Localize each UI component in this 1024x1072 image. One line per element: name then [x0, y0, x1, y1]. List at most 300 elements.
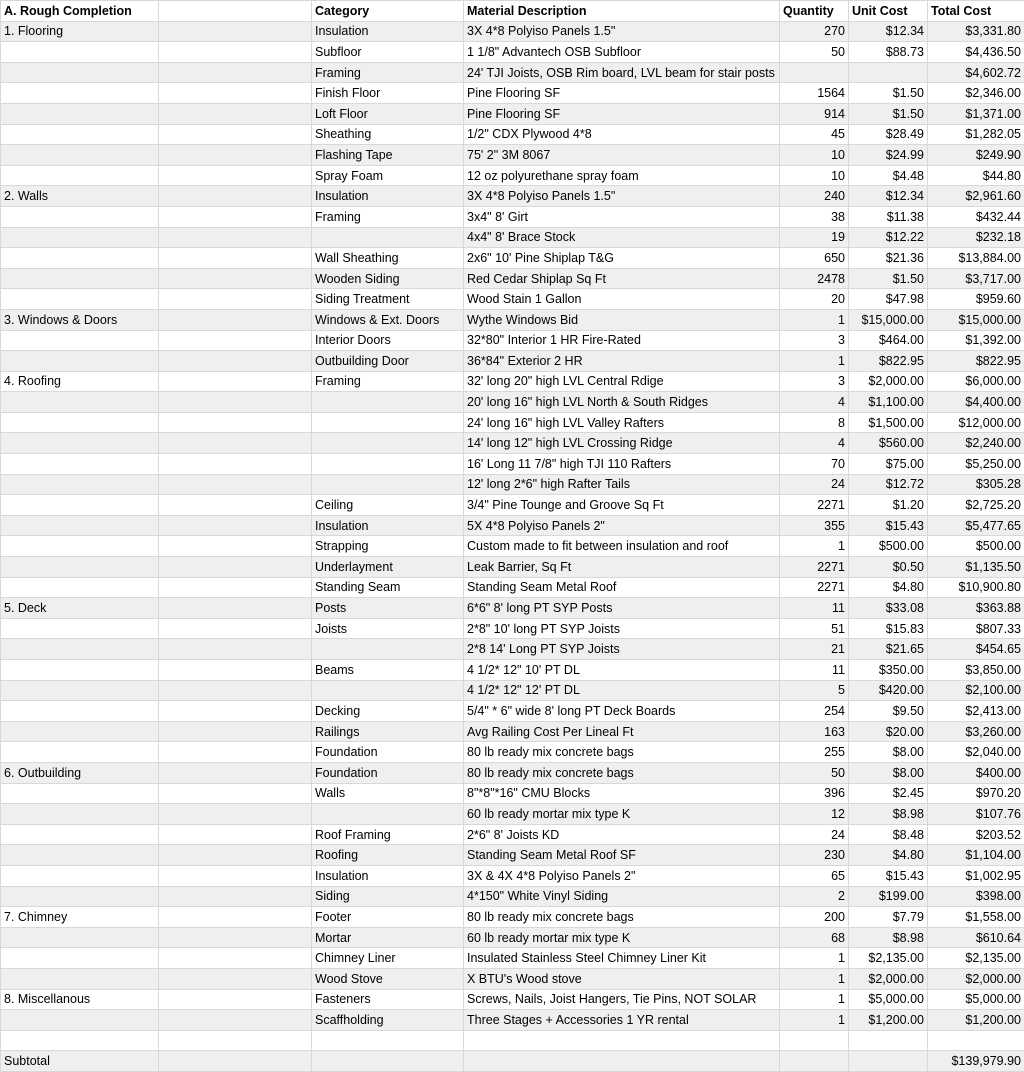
cell-spacer[interactable]	[159, 721, 312, 742]
cell-description[interactable]	[464, 1051, 780, 1072]
cell-description[interactable]: 2*6" 8' Joists KD	[464, 824, 780, 845]
cell-category[interactable]: Framing	[312, 62, 464, 83]
cell-spacer[interactable]	[159, 536, 312, 557]
cell-unit-cost[interactable]: $1,200.00	[849, 1010, 928, 1031]
cell-unit-cost[interactable]: $1,100.00	[849, 392, 928, 413]
cell-description[interactable]: 32' long 20" high LVL Central Rdige	[464, 371, 780, 392]
cell-spacer[interactable]	[159, 21, 312, 42]
cell-description[interactable]: 4*150" White Vinyl Siding	[464, 886, 780, 907]
cell-unit-cost[interactable]: $88.73	[849, 42, 928, 63]
cell-total-cost[interactable]: $970.20	[928, 783, 1024, 804]
cell-quantity[interactable]: 2271	[780, 557, 849, 578]
cell-description[interactable]: 75' 2" 3M 8067	[464, 145, 780, 166]
cell-unit-cost[interactable]: $21.65	[849, 639, 928, 660]
cell-spacer[interactable]	[159, 371, 312, 392]
cell-description[interactable]: 60 lb ready mortar mix type K	[464, 927, 780, 948]
cell-unit-cost[interactable]: $420.00	[849, 680, 928, 701]
cell-category[interactable]: Wall Sheathing	[312, 248, 464, 269]
cell-unit-cost[interactable]: $15.43	[849, 865, 928, 886]
cell-section[interactable]	[1, 495, 159, 516]
cell-section[interactable]	[1, 721, 159, 742]
cell-unit-cost[interactable]: $7.79	[849, 907, 928, 928]
cell-section[interactable]	[1, 577, 159, 598]
cell-quantity[interactable]	[780, 1051, 849, 1072]
cell-total-cost[interactable]: $5,000.00	[928, 989, 1024, 1010]
cell-category[interactable]	[312, 454, 464, 475]
cell-total-cost[interactable]: $2,725.20	[928, 495, 1024, 516]
header-cell-unit-cost[interactable]: Unit Cost	[849, 1, 928, 22]
cell-category[interactable]	[312, 639, 464, 660]
cell-total-cost[interactable]: $432.44	[928, 206, 1024, 227]
cell-section[interactable]	[1, 124, 159, 145]
cell-spacer[interactable]	[159, 804, 312, 825]
cell-total-cost[interactable]: $4,602.72	[928, 62, 1024, 83]
cell-spacer[interactable]	[159, 865, 312, 886]
cell-section[interactable]	[1, 865, 159, 886]
cell-total-cost[interactable]: $139,979.90	[928, 1051, 1024, 1072]
cell-quantity[interactable]: 68	[780, 927, 849, 948]
cell-spacer[interactable]	[159, 206, 312, 227]
header-cell-quantity[interactable]: Quantity	[780, 1, 849, 22]
cell-section[interactable]	[1, 454, 159, 475]
cell-category[interactable]: Scaffholding	[312, 1010, 464, 1031]
cell-quantity[interactable]: 24	[780, 824, 849, 845]
cell-quantity[interactable]: 2271	[780, 577, 849, 598]
cell-category[interactable]	[312, 1030, 464, 1051]
cell-total-cost[interactable]: $249.90	[928, 145, 1024, 166]
cell-section[interactable]	[1, 783, 159, 804]
cell-description[interactable]: 1/2" CDX Plywood 4*8	[464, 124, 780, 145]
cell-spacer[interactable]	[159, 268, 312, 289]
cell-spacer[interactable]	[159, 103, 312, 124]
cell-unit-cost[interactable]: $1.50	[849, 268, 928, 289]
cell-quantity[interactable]	[780, 62, 849, 83]
cell-total-cost[interactable]: $2,240.00	[928, 433, 1024, 454]
cell-total-cost[interactable]: $1,282.05	[928, 124, 1024, 145]
cell-quantity[interactable]: 4	[780, 392, 849, 413]
cell-description[interactable]: 32*80" Interior 1 HR Fire-Rated	[464, 330, 780, 351]
cell-quantity[interactable]: 396	[780, 783, 849, 804]
cell-unit-cost[interactable]: $47.98	[849, 289, 928, 310]
cell-total-cost[interactable]: $44.80	[928, 165, 1024, 186]
cell-unit-cost[interactable]: $822.95	[849, 351, 928, 372]
cell-quantity[interactable]: 50	[780, 42, 849, 63]
cell-unit-cost[interactable]: $12.72	[849, 474, 928, 495]
cell-category[interactable]	[312, 1051, 464, 1072]
cell-description[interactable]: 8"*8"*16" CMU Blocks	[464, 783, 780, 804]
cell-description[interactable]: 2x6" 10' Pine Shiplap T&G	[464, 248, 780, 269]
cell-unit-cost[interactable]: $5,000.00	[849, 989, 928, 1010]
cell-total-cost[interactable]: $1,200.00	[928, 1010, 1024, 1031]
cell-unit-cost[interactable]: $11.38	[849, 206, 928, 227]
cell-total-cost[interactable]: $610.64	[928, 927, 1024, 948]
cell-spacer[interactable]	[159, 515, 312, 536]
cell-total-cost[interactable]: $500.00	[928, 536, 1024, 557]
cell-total-cost[interactable]: $400.00	[928, 762, 1024, 783]
cell-spacer[interactable]	[159, 330, 312, 351]
cell-category[interactable]: Sheathing	[312, 124, 464, 145]
cell-description[interactable]	[464, 1030, 780, 1051]
cell-category[interactable]: Foundation	[312, 762, 464, 783]
cell-section[interactable]	[1, 1010, 159, 1031]
cell-description[interactable]: 1 1/8" Advantech OSB Subfloor	[464, 42, 780, 63]
cell-total-cost[interactable]: $398.00	[928, 886, 1024, 907]
cell-quantity[interactable]: 1	[780, 536, 849, 557]
cell-category[interactable]: Roofing	[312, 845, 464, 866]
header-cell-description[interactable]: Material Description	[464, 1, 780, 22]
cell-description[interactable]: 2*8" 10' long PT SYP Joists	[464, 618, 780, 639]
cell-quantity[interactable]: 12	[780, 804, 849, 825]
cell-section[interactable]	[1, 206, 159, 227]
cell-section[interactable]: 5. Deck	[1, 598, 159, 619]
cell-description[interactable]: 4 1/2* 12" 10' PT DL	[464, 660, 780, 681]
cell-description[interactable]: Avg Railing Cost Per Lineal Ft	[464, 721, 780, 742]
cell-total-cost[interactable]: $2,961.60	[928, 186, 1024, 207]
cell-unit-cost[interactable]: $4.80	[849, 845, 928, 866]
cell-description[interactable]: 3X 4*8 Polyiso Panels 1.5"	[464, 21, 780, 42]
cell-category[interactable]: Chimney Liner	[312, 948, 464, 969]
cell-total-cost[interactable]: $305.28	[928, 474, 1024, 495]
cell-category[interactable]: Railings	[312, 721, 464, 742]
cell-quantity[interactable]: 3	[780, 371, 849, 392]
cell-unit-cost[interactable]	[849, 1030, 928, 1051]
cell-quantity[interactable]: 65	[780, 865, 849, 886]
cell-quantity[interactable]: 19	[780, 227, 849, 248]
cell-section[interactable]	[1, 103, 159, 124]
cell-total-cost[interactable]: $2,346.00	[928, 83, 1024, 104]
cell-spacer[interactable]	[159, 680, 312, 701]
cell-description[interactable]: 80 lb ready mix concrete bags	[464, 742, 780, 763]
cell-quantity[interactable]: 200	[780, 907, 849, 928]
cell-description[interactable]: 60 lb ready mortar mix type K	[464, 804, 780, 825]
cell-quantity[interactable]: 914	[780, 103, 849, 124]
cell-total-cost[interactable]: $3,717.00	[928, 268, 1024, 289]
cell-category[interactable]: Joists	[312, 618, 464, 639]
cell-description[interactable]: 12 oz polyurethane spray foam	[464, 165, 780, 186]
cell-quantity[interactable]: 240	[780, 186, 849, 207]
cell-description[interactable]: Wood Stain 1 Gallon	[464, 289, 780, 310]
cell-section[interactable]	[1, 392, 159, 413]
cell-quantity[interactable]: 10	[780, 145, 849, 166]
cell-section[interactable]	[1, 536, 159, 557]
cell-spacer[interactable]	[159, 248, 312, 269]
cell-total-cost[interactable]: $3,331.80	[928, 21, 1024, 42]
cell-unit-cost[interactable]: $350.00	[849, 660, 928, 681]
cell-section[interactable]	[1, 433, 159, 454]
cell-total-cost[interactable]: $1,558.00	[928, 907, 1024, 928]
cell-quantity[interactable]: 70	[780, 454, 849, 475]
cell-section[interactable]	[1, 248, 159, 269]
cell-section[interactable]: Subtotal	[1, 1051, 159, 1072]
cell-category[interactable]: Subfloor	[312, 42, 464, 63]
cell-category[interactable]: Footer	[312, 907, 464, 928]
cell-description[interactable]: 5/4" * 6" wide 8' long PT Deck Boards	[464, 701, 780, 722]
cell-description[interactable]: Three Stages + Accessories 1 YR rental	[464, 1010, 780, 1031]
cell-category[interactable]: Siding	[312, 886, 464, 907]
cell-unit-cost[interactable]: $12.34	[849, 21, 928, 42]
cell-description[interactable]: 6*6" 8' long PT SYP Posts	[464, 598, 780, 619]
cell-spacer[interactable]	[159, 42, 312, 63]
cell-total-cost[interactable]: $1,392.00	[928, 330, 1024, 351]
cell-section[interactable]	[1, 886, 159, 907]
cell-total-cost[interactable]: $2,040.00	[928, 742, 1024, 763]
cell-category[interactable]	[312, 680, 464, 701]
cell-total-cost[interactable]: $4,400.00	[928, 392, 1024, 413]
cell-spacer[interactable]	[159, 412, 312, 433]
cell-total-cost[interactable]: $822.95	[928, 351, 1024, 372]
cell-category[interactable]: Roof Framing	[312, 824, 464, 845]
cell-quantity[interactable]: 2478	[780, 268, 849, 289]
cell-spacer[interactable]	[159, 495, 312, 516]
cell-unit-cost[interactable]: $2,000.00	[849, 371, 928, 392]
cell-total-cost[interactable]: $1,371.00	[928, 103, 1024, 124]
cell-spacer[interactable]	[159, 577, 312, 598]
cell-quantity[interactable]: 5	[780, 680, 849, 701]
cell-description[interactable]: 12' long 2*6" high Rafter Tails	[464, 474, 780, 495]
cell-section[interactable]	[1, 639, 159, 660]
cell-quantity[interactable]: 2	[780, 886, 849, 907]
cell-category[interactable]: Finish Floor	[312, 83, 464, 104]
cell-spacer[interactable]	[159, 474, 312, 495]
cell-quantity[interactable]: 230	[780, 845, 849, 866]
cell-category[interactable]: Spray Foam	[312, 165, 464, 186]
cell-quantity[interactable]: 51	[780, 618, 849, 639]
cell-category[interactable]	[312, 227, 464, 248]
cell-unit-cost[interactable]: $8.98	[849, 804, 928, 825]
cell-section[interactable]	[1, 351, 159, 372]
cell-spacer[interactable]	[159, 927, 312, 948]
cell-total-cost[interactable]: $203.52	[928, 824, 1024, 845]
cell-description[interactable]: 4 1/2* 12" 12' PT DL	[464, 680, 780, 701]
cell-total-cost[interactable]: $107.76	[928, 804, 1024, 825]
cell-section[interactable]: 3. Windows & Doors	[1, 309, 159, 330]
cell-category[interactable]: Wooden Siding	[312, 268, 464, 289]
cell-quantity[interactable]	[780, 1030, 849, 1051]
cell-quantity[interactable]: 270	[780, 21, 849, 42]
cell-unit-cost[interactable]: $500.00	[849, 536, 928, 557]
cell-quantity[interactable]: 255	[780, 742, 849, 763]
header-cell-total-cost[interactable]: Total Cost	[928, 1, 1024, 22]
cell-total-cost[interactable]: $2,135.00	[928, 948, 1024, 969]
cell-quantity[interactable]: 1564	[780, 83, 849, 104]
cell-quantity[interactable]: 21	[780, 639, 849, 660]
cell-category[interactable]: Windows & Ext. Doors	[312, 309, 464, 330]
cell-quantity[interactable]: 650	[780, 248, 849, 269]
cell-category[interactable]: Ceiling	[312, 495, 464, 516]
cell-quantity[interactable]: 1	[780, 948, 849, 969]
cell-quantity[interactable]: 1	[780, 1010, 849, 1031]
cell-section[interactable]: 2. Walls	[1, 186, 159, 207]
cell-quantity[interactable]: 1	[780, 989, 849, 1010]
cell-spacer[interactable]	[159, 557, 312, 578]
cell-unit-cost[interactable]: $199.00	[849, 886, 928, 907]
cell-spacer[interactable]	[159, 227, 312, 248]
cell-unit-cost[interactable]: $1.50	[849, 103, 928, 124]
cell-total-cost[interactable]: $3,260.00	[928, 721, 1024, 742]
cell-total-cost[interactable]: $13,884.00	[928, 248, 1024, 269]
cell-description[interactable]: 24' TJI Joists, OSB Rim board, LVL beam for stair posts	[464, 62, 780, 83]
header-cell-spacer[interactable]	[159, 1, 312, 22]
cell-section[interactable]: 6. Outbuilding	[1, 762, 159, 783]
cell-section[interactable]	[1, 165, 159, 186]
cell-quantity[interactable]: 1	[780, 968, 849, 989]
cell-total-cost[interactable]: $6,000.00	[928, 371, 1024, 392]
cell-quantity[interactable]: 45	[780, 124, 849, 145]
cell-unit-cost[interactable]: $24.99	[849, 145, 928, 166]
cell-section[interactable]	[1, 42, 159, 63]
cell-description[interactable]: Pine Flooring SF	[464, 103, 780, 124]
cell-category[interactable]: Fasteners	[312, 989, 464, 1010]
cell-description[interactable]: Pine Flooring SF	[464, 83, 780, 104]
cell-section[interactable]	[1, 515, 159, 536]
cell-spacer[interactable]	[159, 948, 312, 969]
cell-spacer[interactable]	[159, 1051, 312, 1072]
cell-category[interactable]: Insulation	[312, 186, 464, 207]
cell-description[interactable]: Standing Seam Metal Roof SF	[464, 845, 780, 866]
cell-total-cost[interactable]: $10,900.80	[928, 577, 1024, 598]
cell-unit-cost[interactable]: $21.36	[849, 248, 928, 269]
cell-spacer[interactable]	[159, 618, 312, 639]
cell-section[interactable]	[1, 927, 159, 948]
cell-spacer[interactable]	[159, 289, 312, 310]
cell-category[interactable]	[312, 474, 464, 495]
cell-category[interactable]	[312, 412, 464, 433]
cell-category[interactable]: Strapping	[312, 536, 464, 557]
cell-spacer[interactable]	[159, 83, 312, 104]
cell-section[interactable]	[1, 680, 159, 701]
cell-description[interactable]: 3X & 4X 4*8 Polyiso Panels 2"	[464, 865, 780, 886]
cell-section[interactable]	[1, 557, 159, 578]
cell-quantity[interactable]: 3	[780, 330, 849, 351]
cell-category[interactable]: Underlayment	[312, 557, 464, 578]
cell-category[interactable]: Flashing Tape	[312, 145, 464, 166]
cell-description[interactable]: Red Cedar Shiplap Sq Ft	[464, 268, 780, 289]
cell-category[interactable]	[312, 392, 464, 413]
cell-category[interactable]: Decking	[312, 701, 464, 722]
cell-unit-cost[interactable]: $1.50	[849, 83, 928, 104]
cell-quantity[interactable]: 24	[780, 474, 849, 495]
cell-category[interactable]: Wood Stove	[312, 968, 464, 989]
cell-total-cost[interactable]: $4,436.50	[928, 42, 1024, 63]
cell-spacer[interactable]	[159, 598, 312, 619]
cell-unit-cost[interactable]: $1,500.00	[849, 412, 928, 433]
cell-unit-cost[interactable]: $8.48	[849, 824, 928, 845]
cell-spacer[interactable]	[159, 351, 312, 372]
cell-unit-cost[interactable]: $1.20	[849, 495, 928, 516]
cell-section[interactable]	[1, 968, 159, 989]
cell-section[interactable]	[1, 145, 159, 166]
cell-quantity[interactable]: 10	[780, 165, 849, 186]
cell-section[interactable]	[1, 330, 159, 351]
cell-description[interactable]: 14' long 12" high LVL Crossing Ridge	[464, 433, 780, 454]
cell-description[interactable]: Standing Seam Metal Roof	[464, 577, 780, 598]
cell-total-cost[interactable]: $3,850.00	[928, 660, 1024, 681]
cell-quantity[interactable]: 8	[780, 412, 849, 433]
cell-section[interactable]: 1. Flooring	[1, 21, 159, 42]
cell-quantity[interactable]: 11	[780, 660, 849, 681]
cell-spacer[interactable]	[159, 62, 312, 83]
cell-unit-cost[interactable]: $9.50	[849, 701, 928, 722]
cell-quantity[interactable]: 4	[780, 433, 849, 454]
cell-spacer[interactable]	[159, 907, 312, 928]
cell-category[interactable]: Posts	[312, 598, 464, 619]
header-cell-category[interactable]: Category	[312, 1, 464, 22]
cell-category[interactable]: Beams	[312, 660, 464, 681]
cell-unit-cost[interactable]: $20.00	[849, 721, 928, 742]
cell-quantity[interactable]: 38	[780, 206, 849, 227]
cell-section[interactable]	[1, 268, 159, 289]
cell-spacer[interactable]	[159, 1010, 312, 1031]
cell-section[interactable]	[1, 618, 159, 639]
cell-section[interactable]: 4. Roofing	[1, 371, 159, 392]
cell-description[interactable]: Insulated Stainless Steel Chimney Liner Kit	[464, 948, 780, 969]
cell-section[interactable]	[1, 824, 159, 845]
cell-section[interactable]	[1, 227, 159, 248]
cell-total-cost[interactable]: $363.88	[928, 598, 1024, 619]
cell-spacer[interactable]	[159, 989, 312, 1010]
cell-category[interactable]	[312, 433, 464, 454]
cell-total-cost[interactable]: $5,477.65	[928, 515, 1024, 536]
cell-spacer[interactable]	[159, 145, 312, 166]
cell-unit-cost[interactable]: $4.48	[849, 165, 928, 186]
cell-unit-cost[interactable]: $33.08	[849, 598, 928, 619]
cell-spacer[interactable]	[159, 660, 312, 681]
cell-category[interactable]: Insulation	[312, 865, 464, 886]
cell-quantity[interactable]: 11	[780, 598, 849, 619]
cell-total-cost[interactable]: $959.60	[928, 289, 1024, 310]
cell-spacer[interactable]	[159, 845, 312, 866]
cell-description[interactable]: 2*8 14' Long PT SYP Joists	[464, 639, 780, 660]
cell-spacer[interactable]	[159, 454, 312, 475]
cell-description[interactable]: 36*84" Exterior 2 HR	[464, 351, 780, 372]
cell-total-cost[interactable]: $2,000.00	[928, 968, 1024, 989]
cell-unit-cost[interactable]: $464.00	[849, 330, 928, 351]
cell-section[interactable]	[1, 948, 159, 969]
cell-description[interactable]: 24' long 16" high LVL Valley Rafters	[464, 412, 780, 433]
cell-spacer[interactable]	[159, 433, 312, 454]
cell-category[interactable]: Loft Floor	[312, 103, 464, 124]
cell-description[interactable]: 3x4" 8' Girt	[464, 206, 780, 227]
cell-description[interactable]: 3/4" Pine Tounge and Groove Sq Ft	[464, 495, 780, 516]
cell-description[interactable]: Wythe Windows Bid	[464, 309, 780, 330]
cell-unit-cost[interactable]: $28.49	[849, 124, 928, 145]
cell-total-cost[interactable]: $5,250.00	[928, 454, 1024, 475]
cell-unit-cost[interactable]: $560.00	[849, 433, 928, 454]
cell-section[interactable]	[1, 804, 159, 825]
cell-section[interactable]: 7. Chimney	[1, 907, 159, 928]
cell-description[interactable]: Leak Barrier, Sq Ft	[464, 557, 780, 578]
cell-total-cost[interactable]: $1,135.50	[928, 557, 1024, 578]
cell-spacer[interactable]	[159, 824, 312, 845]
cell-spacer[interactable]	[159, 309, 312, 330]
cell-spacer[interactable]	[159, 701, 312, 722]
cell-section[interactable]	[1, 742, 159, 763]
cell-spacer[interactable]	[159, 886, 312, 907]
cell-section[interactable]	[1, 412, 159, 433]
cell-category[interactable]: Siding Treatment	[312, 289, 464, 310]
cell-spacer[interactable]	[159, 762, 312, 783]
cell-quantity[interactable]: 1	[780, 351, 849, 372]
cell-category[interactable]: Interior Doors	[312, 330, 464, 351]
cell-spacer[interactable]	[159, 124, 312, 145]
cell-unit-cost[interactable]: $2,000.00	[849, 968, 928, 989]
cell-description[interactable]: 3X 4*8 Polyiso Panels 1.5"	[464, 186, 780, 207]
cell-category[interactable]: Outbuilding Door	[312, 351, 464, 372]
cell-unit-cost[interactable]: $12.34	[849, 186, 928, 207]
cell-quantity[interactable]: 20	[780, 289, 849, 310]
cell-quantity[interactable]: 355	[780, 515, 849, 536]
cell-description[interactable]: X BTU's Wood stove	[464, 968, 780, 989]
